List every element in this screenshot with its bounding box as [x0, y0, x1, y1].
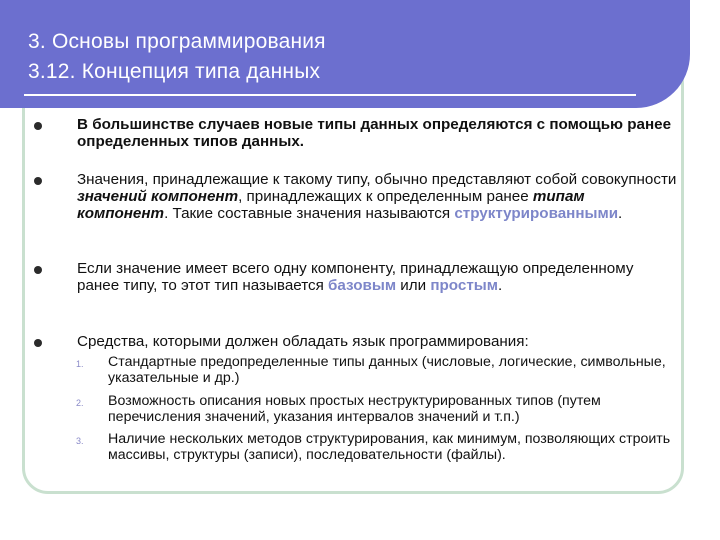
bullet-dot — [34, 266, 42, 274]
slide-title-line-2: 3.12. Концепция типа данных — [28, 60, 321, 83]
sub-item-number: 3. — [76, 436, 84, 446]
term-component-types: типам компонент — [77, 188, 585, 222]
bullet-3-text-c: . — [497, 277, 503, 294]
bullet-2-text-c: . Такие составные значения называются — [164, 205, 455, 222]
bullet-2-text-a: Значения, принадлежащие к такому типу, обычно представляют собой совокупности — [77, 171, 677, 188]
bullet-dot — [34, 122, 42, 130]
bullet-dot — [34, 177, 42, 185]
term-component-values: значений компонент — [77, 188, 239, 205]
sub-item-number: 1. — [76, 359, 84, 369]
sub-item-text: Стандартные предопределенные типы данных (числовые, логические, символьные, указательные и др.) — [108, 354, 666, 386]
sub-item-text: Возможность описания новых простых неструктурированных типов (путем перечисления значений, указания интервалов значений и т.п.) — [108, 393, 601, 425]
title-underline — [24, 94, 636, 96]
title-banner — [0, 0, 690, 108]
bullet-3-text-a: Если значение имеет всего одну компоненту, принадлежащую определенному ранее типу, то этот тип называется — [77, 260, 634, 294]
term-base: базовым — [328, 277, 397, 294]
bullet-3-text-b: или — [396, 277, 431, 294]
slide-title-line-1: 3. Основы программирования — [28, 30, 326, 53]
term-structured: структурированными — [454, 205, 619, 222]
bullet-dot — [34, 339, 42, 347]
bullet-2-text-b: , принадлежащих к определенным ранее — [238, 188, 533, 205]
bullet-text-3 — [77, 260, 677, 294]
sub-item-number: 2. — [76, 398, 84, 408]
bullet-text-2 — [77, 171, 677, 222]
term-simple: простым — [430, 277, 498, 294]
bullet-text-4: Средства, которыми должен обладать язык программирования: — [77, 333, 529, 350]
bullet-text-1: В большинстве случаев новые типы данных определяются с помощью ранее определенных типов данных. — [77, 116, 672, 150]
bullet-2-text-d: . — [618, 205, 623, 222]
sub-item-text: Наличие нескольких методов структурирования, как минимум, позволяющих строить массивы, структуры (записи), последовательности (файлы). — [108, 431, 671, 463]
